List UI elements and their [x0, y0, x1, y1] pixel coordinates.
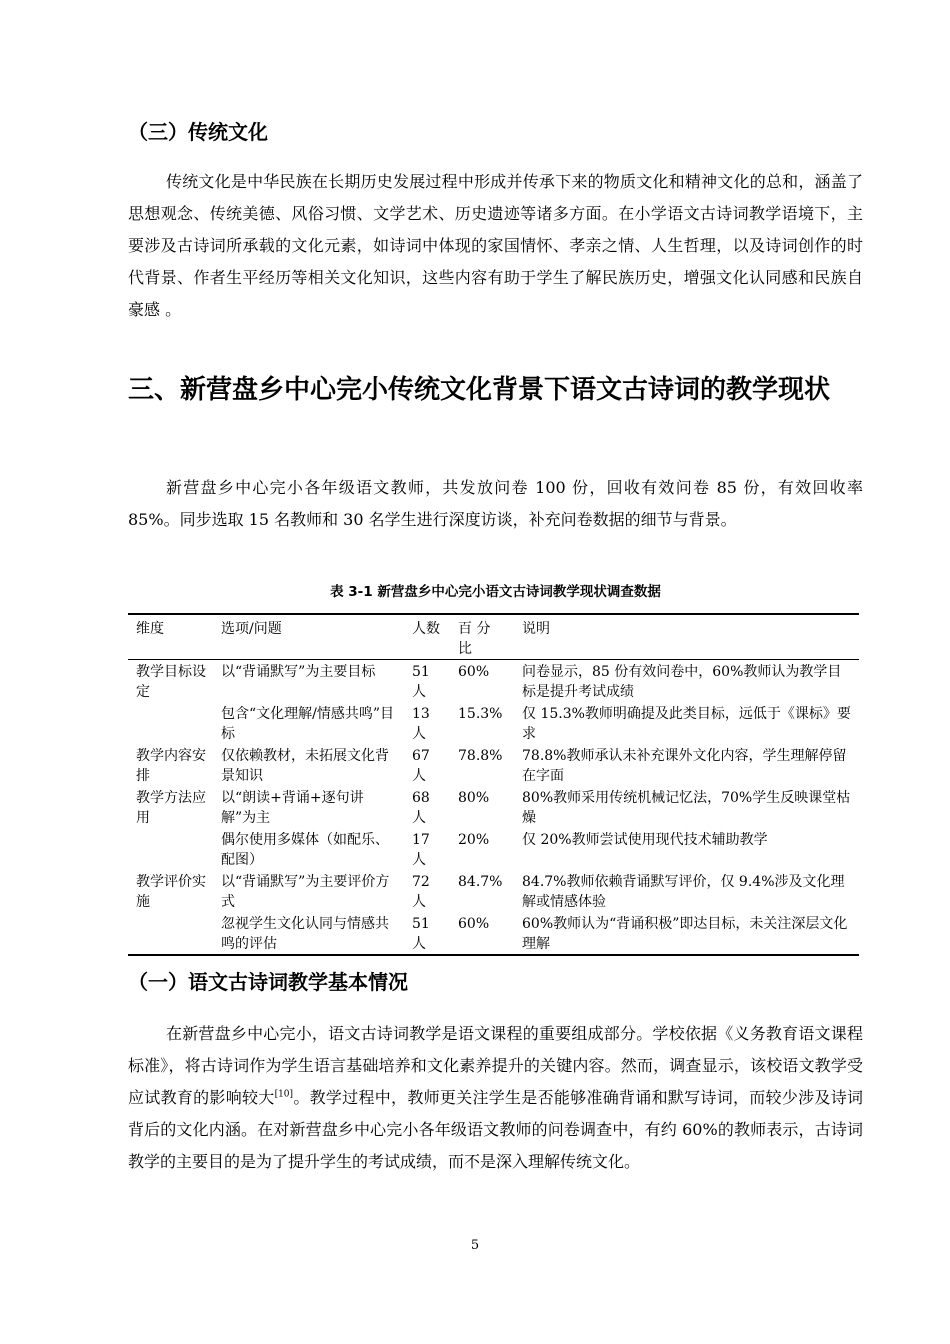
- cell-option: 以“背诵默写”为主要评价方式: [221, 874, 390, 910]
- cell-percent: 78.8%: [458, 748, 503, 764]
- paragraph-text-before-citation: 在新营盘乡中心完小，语文古诗词教学是语文课程的重要组成部分。学校依据《义务教育语文课程标准》，将古诗词作为学生语言基础培养和文化素养提升的关键内容。然而，调查显示，该校语文教学受应试教育的影响较大: [128, 1024, 863, 1107]
- cell-percent: 20%: [458, 832, 490, 848]
- paragraph-basic-situation: [128, 1018, 863, 1178]
- section-heading-basic-situation: （一）语文古诗词教学基本情况: [128, 970, 408, 994]
- cell-dimension: [128, 702, 213, 744]
- table-row: [128, 828, 859, 870]
- cell-percent: 60%: [458, 664, 490, 680]
- cell-dimension: [128, 912, 213, 955]
- header-option: 选项/问题: [213, 614, 404, 660]
- cell-option: 忽视学生文化认同与情感共鸣的评估: [221, 916, 389, 952]
- cell-count: 67 人: [412, 748, 430, 784]
- cell-option: 以“朗读+背诵+逐句讲解”为主: [221, 790, 364, 826]
- cell-option: 仅依赖教材，未拓展文化背景知识: [221, 748, 389, 784]
- table-row: [128, 870, 859, 912]
- paragraph-traditional-culture: 传统文化是中华民族在长期历史发展过程中形成并传承下来的物质文化和精神文化的总和，涵盖了思想观念、传统美德、风俗习惯、文学艺术、历史遗迹等诸多方面。在小学语文古诗词教学语境下，主要涉及古诗词所承载的文化元素，如诗词中体现的家国情怀、孝亲之情、人生哲理，以及诗词创作的时代背景、作者生平经历等相关文化知识，这些内容有助于学生了解民族历史，增强文化认同感和民族自豪感 。: [128, 172, 863, 319]
- chapter-heading: 三、新营盘乡中心完小传统文化背景下语文古诗词的教学现状: [128, 375, 831, 405]
- cell-note: 仅 15.3%教师明确提及此类目标，远低于《课标》要求: [522, 706, 851, 742]
- cell-note: 80%教师采用传统机械记忆法，70%学生反映课堂枯燥: [522, 790, 851, 826]
- cell-dimension: 教学方法应用: [136, 790, 206, 826]
- section-heading-traditional-culture: （三）传统文化: [128, 120, 268, 144]
- cell-percent: 84.7%: [458, 874, 503, 890]
- cell-dimension: [128, 828, 213, 870]
- header-dimension: 维度: [128, 614, 213, 660]
- cell-note: 60%教师认为“背诵积极”即达目标，未关注深层文化理解: [522, 916, 848, 952]
- table-row: [128, 744, 859, 786]
- cell-note: 仅 20%教师尝试使用现代技术辅助教学: [522, 832, 768, 848]
- cell-count: 72 人: [412, 874, 430, 910]
- table-row: [128, 660, 859, 703]
- table-header-row: [128, 614, 859, 660]
- paragraph-survey-intro: 新营盘乡中心完小各年级语文教师，共发放问卷 100 份，回收有效问卷 85 份，有效回收率 85%。同步选取 15 名教师和 30 名学生进行深度访谈，补充问卷数据的细节与背景。: [128, 478, 863, 529]
- header-note: 说明: [514, 614, 859, 660]
- cell-note: 78.8%教师承认未补充课外文化内容，学生理解停留在字面: [522, 748, 847, 784]
- cell-count: 68 人: [412, 790, 430, 826]
- cell-option: 偶尔使用多媒体（如配乐、配图）: [221, 832, 389, 868]
- table-row: [128, 702, 859, 744]
- cell-percent: 15.3%: [458, 706, 503, 722]
- table-row: [128, 786, 859, 828]
- cell-note: 问卷显示，85 份有效问卷中，60%教师认为教学目标是提升考试成绩: [522, 664, 842, 700]
- page-number: 5: [470, 1238, 480, 1253]
- cell-count: 13 人: [412, 706, 430, 742]
- cell-dimension: 教学目标设定: [136, 664, 206, 700]
- header-percent: 百 分 比: [450, 614, 514, 660]
- cell-dimension: 教学内容安排: [136, 748, 206, 784]
- table-row: [128, 912, 859, 955]
- paragraph-text-after-citation: 。教学过程中，教师更关注学生是否能够准确背诵和默写诗词，而较少涉及诗词背后的文化内涵。在对新营盘乡中心完小各年级语文教师的问卷调查中，有约 60%的教师表示，古诗词教学的主要目的是为了提升学生的考试成绩，而不是深入理解传统文化。: [128, 1088, 863, 1171]
- citation-reference: [10]: [274, 1089, 294, 1100]
- cell-dimension: 教学评价实施: [136, 874, 206, 910]
- cell-percent: 60%: [458, 916, 490, 932]
- table-caption: 表 3-1 新营盘乡中心完小语文古诗词教学现状调查数据: [330, 584, 661, 600]
- cell-option: 以“背诵默写”为主要目标: [221, 664, 376, 680]
- cell-note: 84.7%教师依赖背诵默写评价，仅 9.4%涉及文化理解或情感体验: [522, 874, 845, 910]
- cell-percent: 80%: [458, 790, 490, 806]
- cell-count: 17 人: [412, 832, 430, 868]
- cell-count: 51 人: [412, 916, 430, 952]
- cell-count: 51 人: [412, 664, 430, 700]
- header-count: 人数: [404, 614, 450, 660]
- cell-option: 包含“文化理解/情感共鸣”目标: [221, 706, 395, 742]
- survey-data-table: [128, 613, 859, 956]
